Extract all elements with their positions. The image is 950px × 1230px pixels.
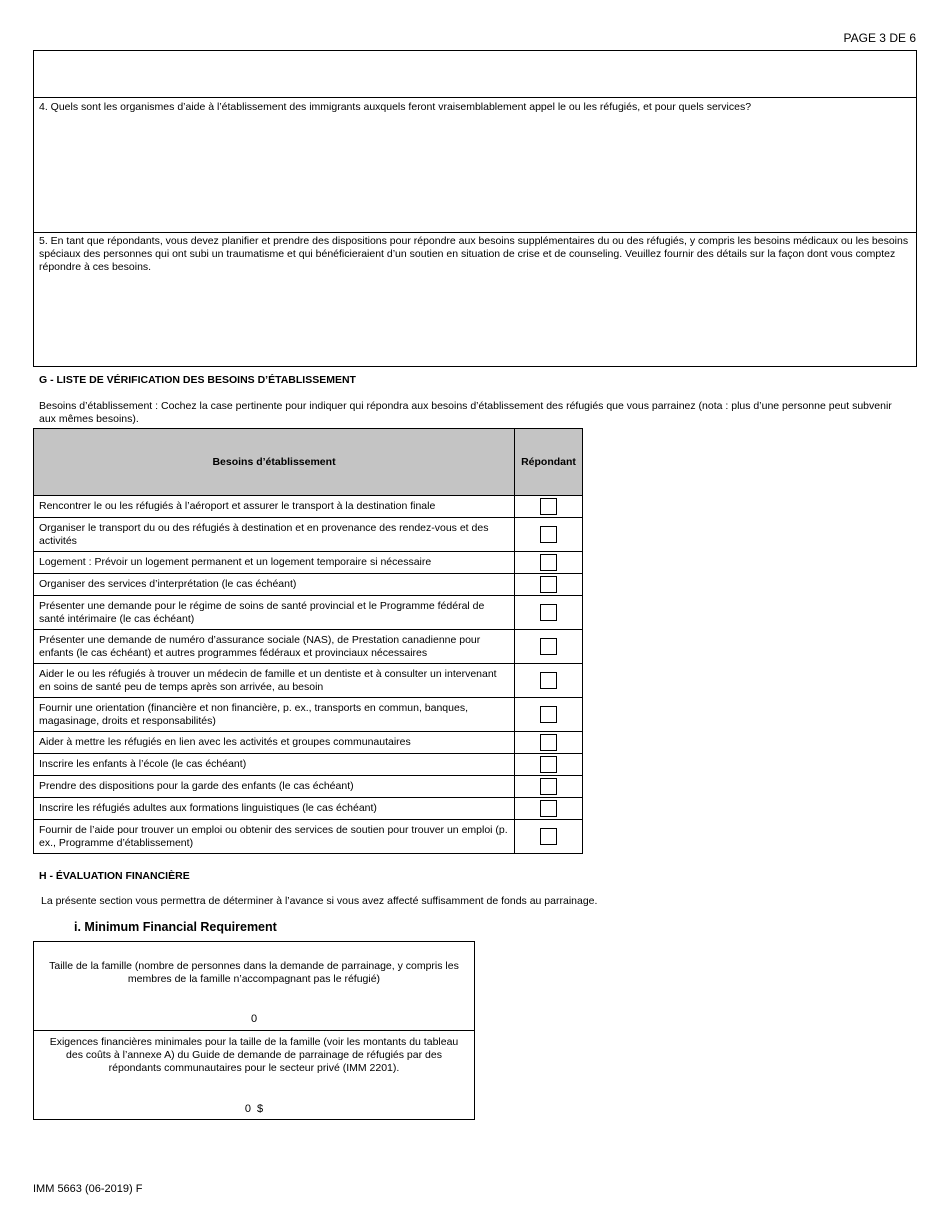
question-5-text: 5. En tant que répondants, vous devez planifier et prendre des dispositions pour répondre aux besoins supplémentaires du ou des réfugiés, y compris les besoins médicaux ou les besoins spéciaux des personnes qui ont subi un traumatisme et qui bénéficieraient d’un soutien en situation de crise et de counseling. Veuillez fournir des détails sur la façon dont vous comptez répondre à ces besoins.: [39, 235, 909, 273]
minimum-requirement-label: Exigences financières minimales pour la taille de la famille (voir les montants du tableau des coûts à l’annexe A) du Guide de demande de parrainage de réfugiés par des répondants communautaires pour le secteur privé (IMM 2201).: [49, 1036, 459, 1074]
table-row: [34, 798, 583, 820]
table-row: [34, 732, 583, 754]
settlement-checklist-table: [33, 428, 583, 854]
table-row: [34, 518, 583, 552]
respondent-checkbox[interactable]: [540, 554, 557, 571]
respondent-checkbox[interactable]: [540, 576, 557, 593]
respondent-checkbox[interactable]: [540, 526, 557, 543]
respondent-checkbox[interactable]: [540, 778, 557, 795]
column-header-respondent: Répondant: [515, 429, 583, 496]
respondent-checkbox[interactable]: [540, 604, 557, 621]
form-footer-code: IMM 5663 (06-2019) F: [33, 1183, 143, 1195]
table-row: [34, 664, 583, 698]
need-label: Prendre des dispositions pour la garde des enfants (le cas échéant): [34, 776, 515, 798]
family-size-label: Taille de la famille (nombre de personnes dans la demande de parrainage, y compris les membres de la famille n’accompagnant pas le réfugié): [49, 960, 459, 985]
section-g-title: G - LISTE DE VÉRIFICATION DES BESOINS D’ÉTABLISSEMENT: [39, 374, 356, 386]
need-label: Inscrire les enfants à l’école (le cas échéant): [34, 754, 515, 776]
section-h-subtitle: i. Minimum Financial Requirement: [74, 920, 277, 934]
family-size-value[interactable]: 0: [250, 1013, 258, 1025]
need-label: Présenter une demande pour le régime de soins de santé provincial et le Programme fédéral de santé intérimaire (le cas échéant): [34, 596, 515, 630]
table-row: [34, 820, 583, 854]
table-row: [34, 754, 583, 776]
need-label: Fournir une orientation (financière et non financière, p. ex., transports en commun, banques, magasinage, droits et responsabilités): [34, 698, 515, 732]
need-label: Présenter une demande de numéro d’assurance sociale (NAS), de Prestation canadienne pour enfants (le cas échéant) et autres programmes fédéraux et provinciaux nécessaires: [34, 630, 515, 664]
page-number: PAGE 3 DE 6: [843, 31, 916, 45]
respondent-checkbox[interactable]: [540, 498, 557, 515]
need-label: Fournir de l’aide pour trouver un emploi ou obtenir des services de soutien pour trouver un emploi (p. ex., Programme d’établissement): [34, 820, 515, 854]
column-header-needs: Besoins d’établissement: [34, 429, 515, 496]
respondent-checkbox[interactable]: [540, 828, 557, 845]
respondent-checkbox[interactable]: [540, 734, 557, 751]
question-4-text: 4. Quels sont les organismes d’aide à l’établissement des immigrants auxquels feront vraisemblablement appel le ou les réfugiés, et pour quels services?: [39, 101, 752, 113]
need-label: Logement : Prévoir un logement permanent et un logement temporaire si nécessaire: [34, 552, 515, 574]
previous-answer-field[interactable]: [33, 50, 917, 98]
question-4-box[interactable]: [33, 97, 917, 233]
table-row: [34, 574, 583, 596]
respondent-checkbox[interactable]: [540, 638, 557, 655]
table-row: [34, 496, 583, 518]
table-row: [34, 596, 583, 630]
need-label: Organiser le transport du ou des réfugiés à destination et en provenance des rendez-vous et des activités: [34, 518, 515, 552]
need-label: Aider à mettre les réfugiés en lien avec les activités et groupes communautaires: [34, 732, 515, 754]
section-g-intro: Besoins d’établissement : Cochez la case pertinente pour indiquer qui répondra aux besoins d’établissement des réfugiés que vous parrainez (nota : plus d’une personne peut subvenir aux mêmes besoins).: [39, 400, 892, 425]
need-label: Organiser des services d’interprétation (le cas échéant): [34, 574, 515, 596]
respondent-checkbox[interactable]: [540, 756, 557, 773]
table-row: [34, 630, 583, 664]
respondent-checkbox[interactable]: [540, 672, 557, 689]
respondent-checkbox[interactable]: [540, 706, 557, 723]
table-row: [34, 698, 583, 732]
minimum-requirement-box: [33, 1030, 475, 1120]
section-h-title: H - ÉVALUATION FINANCIÈRE: [39, 870, 190, 882]
respondent-checkbox[interactable]: [540, 800, 557, 817]
need-label: Inscrire les réfugiés adultes aux formations linguistiques (le cas échéant): [34, 798, 515, 820]
need-label: Aider le ou les réfugiés à trouver un médecin de famille et un dentiste et à consulter un intervenant en soins de santé peu de temps après son arrivée, au besoin: [34, 664, 515, 698]
question-5-box[interactable]: [33, 232, 917, 367]
table-row: [34, 776, 583, 798]
family-size-box: [33, 941, 475, 1031]
need-label: Rencontrer le ou les réfugiés à l’aéroport et assurer le transport à la destination finale: [34, 496, 515, 518]
section-h-intro: La présente section vous permettra de déterminer à l’avance si vous avez affecté suffisamment de fonds au parrainage.: [41, 895, 598, 907]
minimum-requirement-value[interactable]: 0 $: [244, 1103, 264, 1115]
table-row: [34, 552, 583, 574]
